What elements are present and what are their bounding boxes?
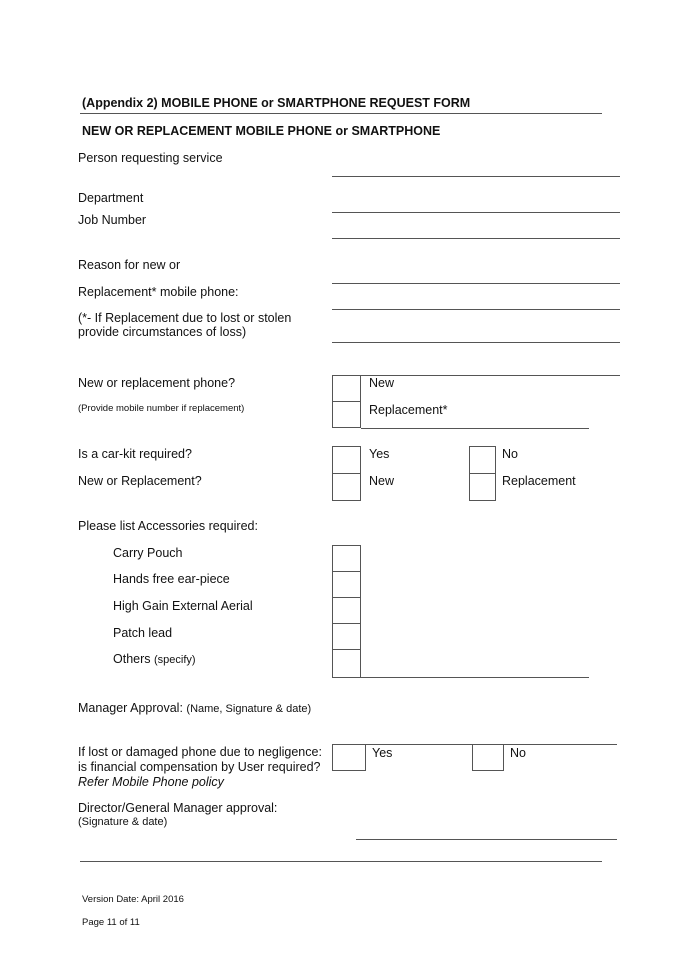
accessory-ear-piece: Hands free ear-piece: [113, 572, 230, 586]
job-number-label: Job Number: [78, 213, 147, 227]
accessory-others-hint: (specify): [154, 654, 196, 666]
phone-type-bottom-rule: [361, 428, 589, 429]
phone-type-question: New or replacement phone?: [78, 376, 236, 390]
person-label: Person requesting service: [78, 151, 223, 165]
car-kit-no-label: No: [502, 447, 518, 461]
version-date: Version Date: April 2016: [82, 894, 184, 905]
job-number-field[interactable]: [332, 238, 620, 239]
replacement-phone-label: Replacement*: [369, 403, 448, 417]
director-approval-label: Director/General Manager approval:: [78, 801, 278, 815]
carry-pouch-checkbox[interactable]: [332, 545, 361, 572]
director-approval-hint: (Signature & date): [78, 816, 168, 828]
note-line-1: (*- If Replacement due to lost or stolen: [78, 311, 292, 325]
aerial-checkbox[interactable]: [332, 597, 361, 624]
negligence-yes-checkbox[interactable]: [332, 744, 366, 771]
car-kit-no-checkbox[interactable]: [469, 446, 496, 474]
page-number: Page 11 of 11: [82, 917, 140, 928]
circumstances-field[interactable]: [332, 342, 620, 343]
car-kit-new-label: New: [369, 474, 395, 488]
title-rule: [80, 113, 602, 114]
accessory-carry-pouch: Carry Pouch: [113, 546, 183, 560]
car-kit-replacement-checkbox[interactable]: [469, 473, 496, 501]
accessory-others-label: Others: [113, 652, 151, 666]
car-kit-new-checkbox[interactable]: [332, 473, 361, 501]
new-phone-checkbox[interactable]: [332, 375, 361, 402]
department-label: Department: [78, 191, 144, 205]
car-kit-type-question: New or Replacement?: [78, 474, 202, 488]
footer-rule: [80, 861, 602, 862]
reason-field-2[interactable]: [332, 309, 620, 310]
department-field[interactable]: [332, 212, 620, 213]
form-subtitle: NEW OR REPLACEMENT MOBILE PHONE or SMARTPHONE: [82, 124, 441, 138]
accessory-aerial: High Gain External Aerial: [113, 599, 253, 613]
negligence-policy-ref: Refer Mobile Phone policy: [78, 775, 224, 789]
car-kit-yes-checkbox[interactable]: [332, 446, 361, 474]
phone-type-hint: (Provide mobile number if replacement): [78, 403, 245, 414]
reason-label-2: Replacement* mobile phone:: [78, 285, 239, 299]
reason-field-1[interactable]: [332, 283, 620, 284]
replacement-phone-checkbox[interactable]: [332, 401, 361, 428]
form-title: (Appendix 2) MOBILE PHONE or SMARTPHONE REQUEST FORM: [82, 96, 471, 110]
manager-approval-label: Manager Approval:: [78, 701, 183, 715]
replacement-note: [78, 311, 326, 339]
car-kit-replacement-label: Replacement: [502, 474, 576, 488]
manager-approval: [78, 701, 311, 715]
negligence-no-label: No: [510, 746, 526, 760]
director-signature-field[interactable]: [356, 839, 617, 840]
negligence-no-checkbox[interactable]: [472, 744, 504, 771]
accessory-patch-lead: Patch lead: [113, 626, 173, 640]
others-specify-field[interactable]: [361, 677, 589, 678]
car-kit-question: Is a car-kit required?: [78, 447, 192, 461]
negligence-line-2: is financial compensation by User required?: [78, 760, 321, 774]
patch-lead-checkbox[interactable]: [332, 623, 361, 650]
accessory-others: [113, 652, 196, 666]
person-field[interactable]: [332, 176, 620, 177]
note-line-2: provide circumstances of loss): [78, 325, 247, 339]
ear-piece-checkbox[interactable]: [332, 571, 361, 598]
negligence-line-1: If lost or damaged phone due to negligence:: [78, 745, 322, 759]
new-phone-label: New: [369, 376, 395, 390]
accessories-heading: Please list Accessories required:: [78, 519, 258, 533]
others-checkbox[interactable]: [332, 649, 361, 678]
manager-approval-hint: (Name, Signature & date): [186, 703, 312, 715]
car-kit-yes-label: Yes: [369, 447, 390, 461]
reason-label-1: Reason for new or: [78, 258, 181, 272]
negligence-yes-label: Yes: [372, 746, 393, 760]
